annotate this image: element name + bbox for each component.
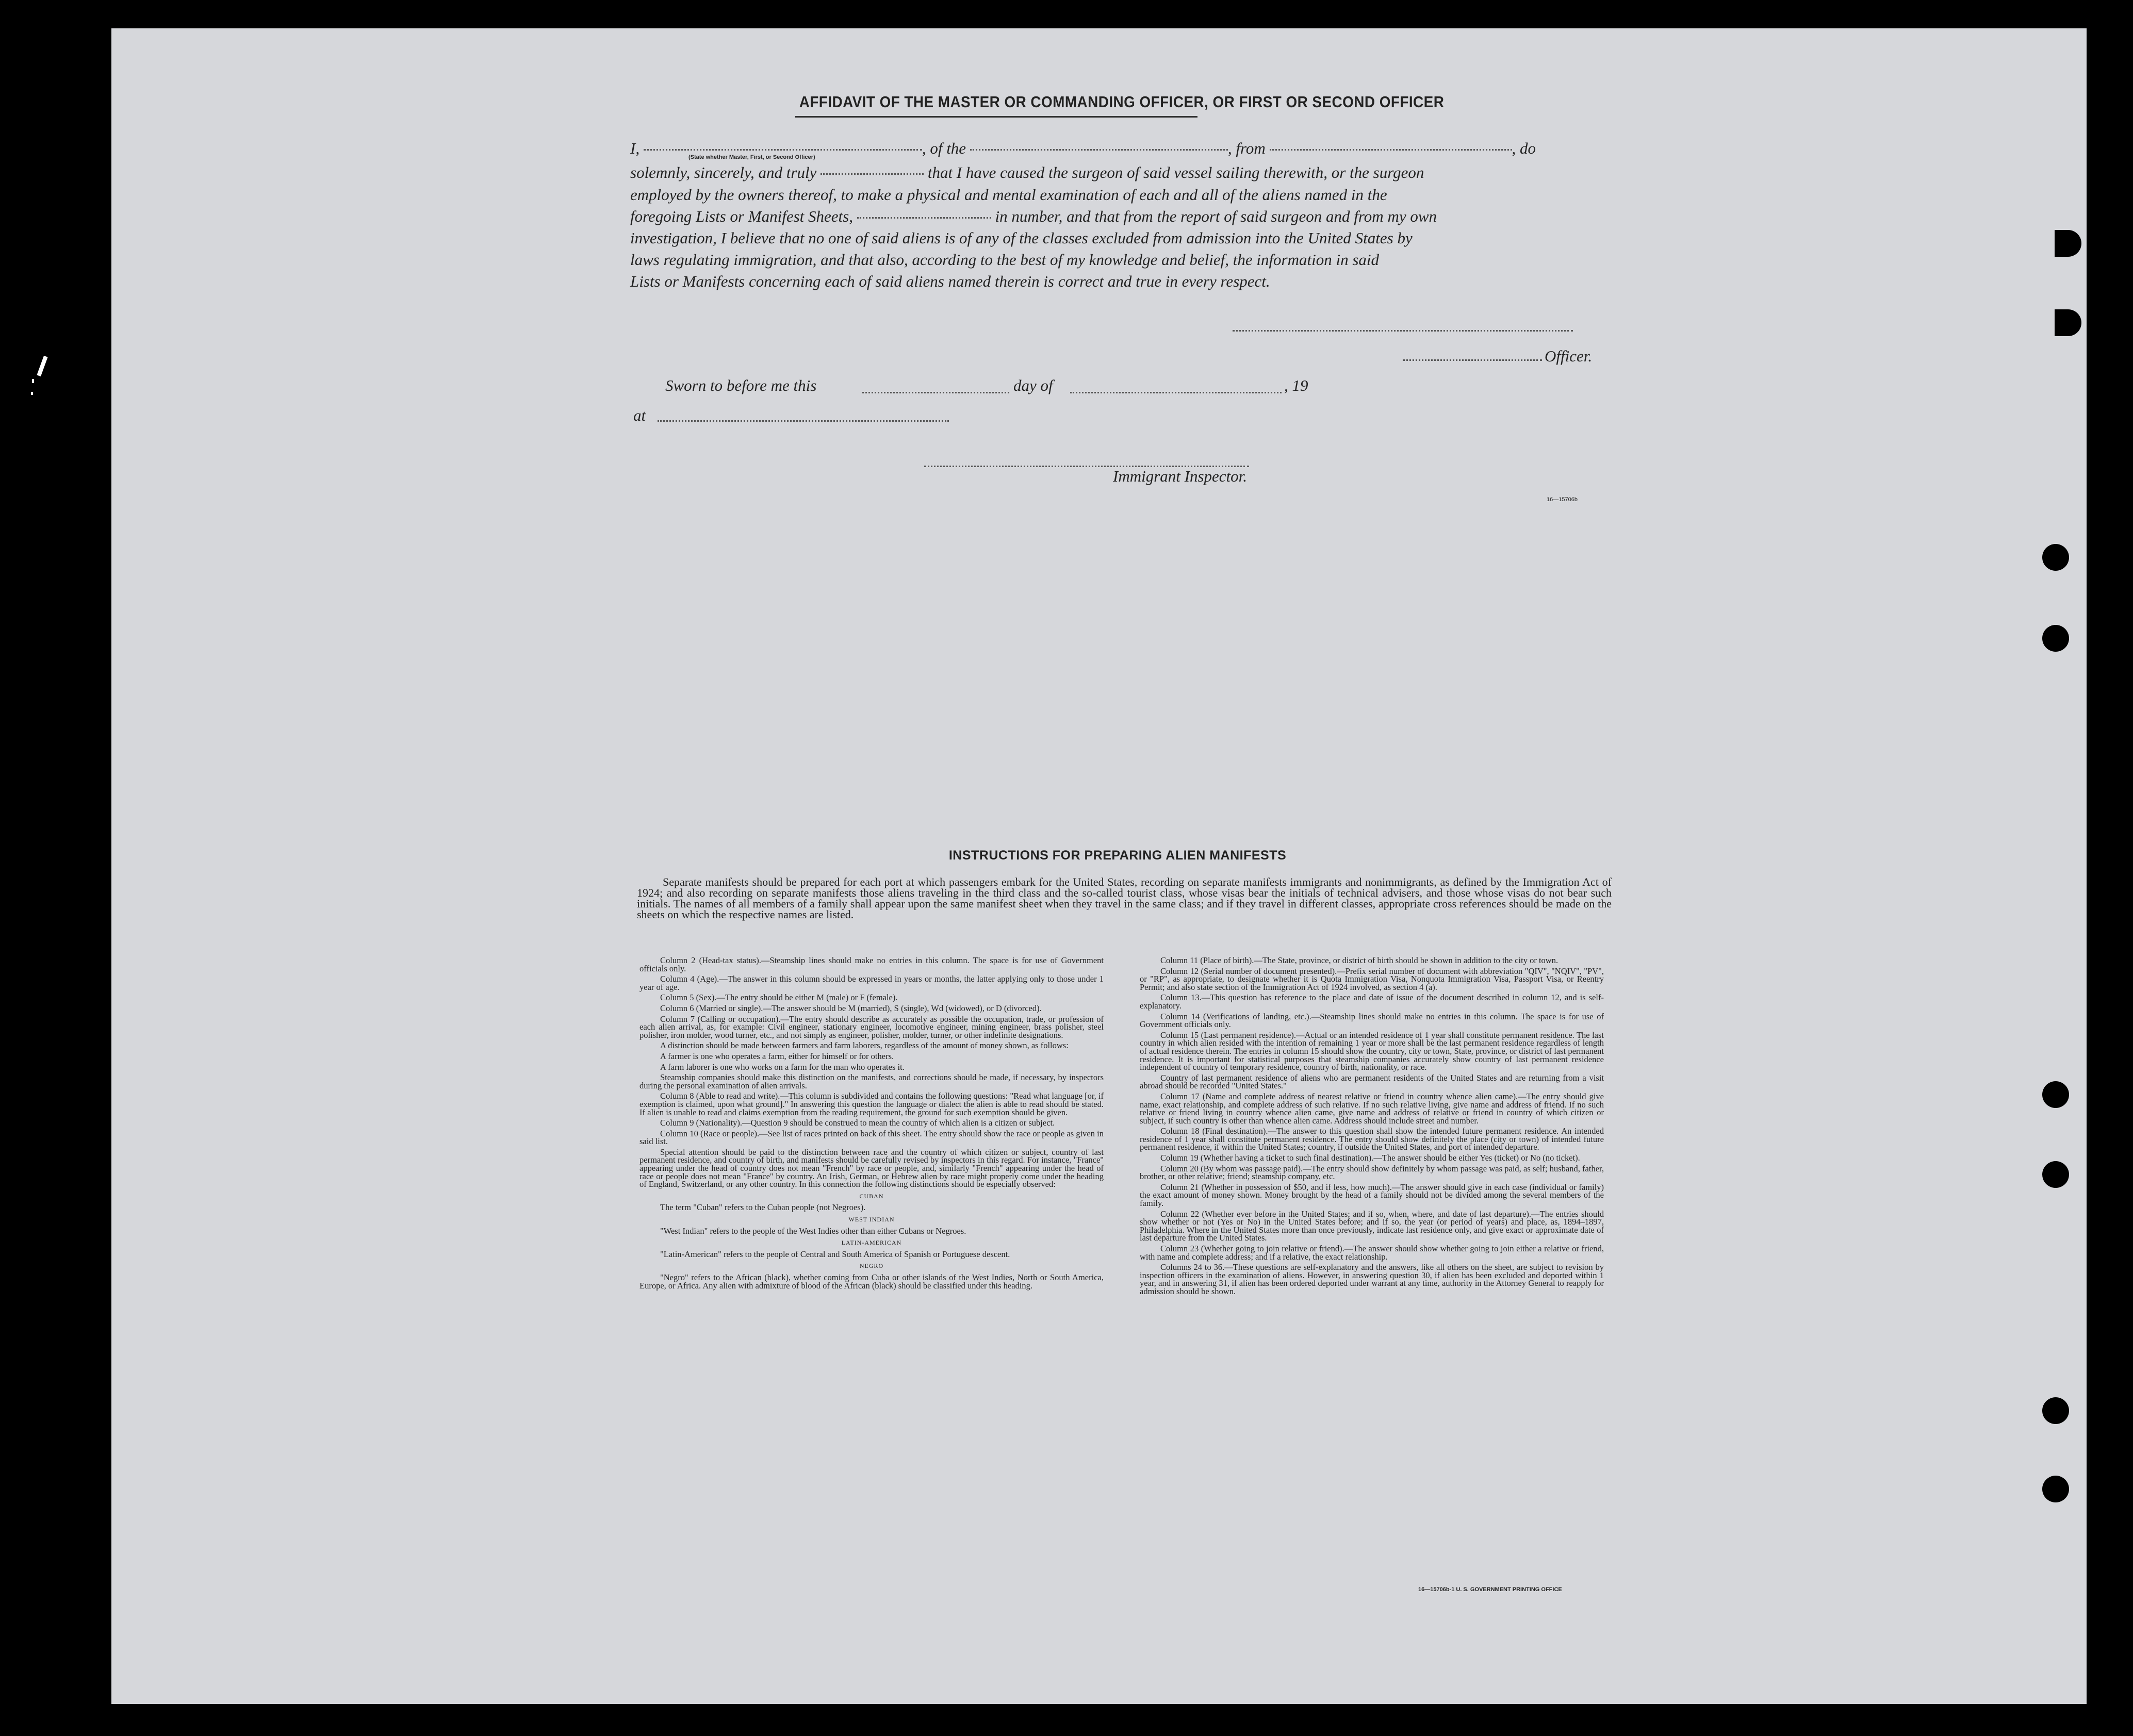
column-22-note: Column 22 (Whether ever before in the United States; and if so, when, where, and date of last departure).—The entries should show whether or not (Yes or No) in the United States before; and if so, the year (or period of years) and place, as, 1894–1897, Philadelphia. Where in the United States more than once previously, indicate last residence only, and give exact or approximate date of last departure from the United States.	[1140, 1209, 1604, 1243]
column-10-note: Column 10 (Race or people).—See list of races printed on back of this sheet. The entry should show the race or people as given in said list.	[639, 1128, 1104, 1147]
inspector-label: Immigrant Inspector.	[1113, 467, 1248, 485]
officer-signature-line[interactable]	[1403, 359, 1542, 361]
sworn-label: Sworn to before me this	[665, 376, 817, 394]
affidavit-line-4: foregoing Lists or Manifest Sheets, in number, and that from the report of said surgeon and from my own	[630, 207, 1437, 225]
affidavit-line-3: employed by the owners thereof, to make a physical and mental examination of each and all of the aliens named in the	[630, 186, 1387, 204]
instructions-title: INSTRUCTIONS FOR PREPARING ALIEN MANIFESTS	[948, 848, 1287, 863]
vessel-name-field[interactable]	[970, 149, 1228, 151]
punch-hole	[2042, 1161, 2069, 1188]
port-field[interactable]	[1270, 149, 1512, 151]
signature-line[interactable]	[1233, 330, 1573, 332]
sworn-month-field[interactable]	[1070, 392, 1282, 393]
column-12-note: Column 12 (Serial number of document presented).—Prefix serial number of document with abbreviation "QIV", "NQIV", "PV", or "RP", as appropriate, to designate whether it is Quota Immigration Visa, Nonquota Immigration Visa, Passport Visa, or Reentry Permit; and also state section of the Immigration Act of 1924 involved, as section 4 (a).	[1140, 966, 1604, 992]
oath-field[interactable]	[821, 173, 924, 175]
affidavit-form-number: 16—15706b	[1547, 497, 1578, 503]
column-11-note: Column 11 (Place of birth).—The State, province, or district of birth should be shown in addition to the city or town.	[1160, 955, 1558, 965]
punch-hole	[2042, 625, 2069, 652]
latin-american-heading: LATIN-AMERICAN	[841, 1239, 902, 1247]
column-14-note: Column 14 (Verifications of landing, etc.).—Steamship lines should make no entries in this column. The space is for use of Government officials only.	[1140, 1011, 1604, 1030]
column-23-note: Column 23 (Whether going to join relative or friend).—The answer should show whether going to join either a relative or friend, with name and complete address; and if a relative, the exact relationship.	[1140, 1244, 1604, 1262]
punch-hole	[2042, 1397, 2069, 1424]
west-indian-definition: "West Indian" refers to the people of the West Indies other than either Cubans or Negroes.	[660, 1226, 966, 1236]
instructions-left-column	[639, 956, 1104, 1292]
negro-definition: "Negro" refers to the African (black), whether coming from Cuba or other islands of the West Indies, North or South America, Europe, or Africa. Any alien with admixture of blood of the African (black) should be classified under this heading.	[639, 1272, 1104, 1291]
affidavit-line-7: Lists or Manifests concerning each of said aliens named therein is correct and true in every respect.	[630, 272, 1270, 290]
columns-24-36-note: Columns 24 to 36.—These questions are self-explanatory and the answers, like all others on the sheet, are subject to revision by inspection officers in the examination of aliens. However, in answering question 30, if alien has been excluded and deported within 1 year, and in answering 31, if alien has been ordered deported under warrant at any time, authority in the Attorney General to reapply for admission should be shown.	[1140, 1262, 1604, 1296]
column-20-note: Column 20 (By whom was passage paid).—The entry should show definitely by whom passage was paid, as self; husband, father, brother, or other relative; friend; steamship company, etc.	[1140, 1163, 1604, 1182]
column-15-note: Column 15 (Last permanent residence).—Actual or an intended residence of 1 year shall constitute permanent residence. The last country in which alien resided with the intention of remaining 1 year or more shall be the last permanent residence regardless of length of actual residence therein. The entries in column 15 should show the country, city or town, State, province, or district of last permanent residence. It is important for statistical purposes that steamship companies accurately show country of last permanent residence independent of country of temporary residence, country of birth, nationality, or race.	[1140, 1030, 1604, 1072]
residence-note: Country of last permanent residence of aliens who are permanent residents of the United States and are returning from a visit abroad should be recorded "United States."	[1140, 1072, 1604, 1091]
instructions-right-column	[1140, 956, 1604, 1298]
officer-rank-note: (State whether Master, First, or Second Officer)	[688, 154, 815, 160]
race-country-note: Special attention should be paid to the distinction between race and the country of which citizen or subject, country of last permanent residence, and country of birth, and manifests should be carefully revised by inspectors in this regard. For instance, "France" appearing under the head of country does not mean "French" by race or people, and, similarly "French" appearing under the head of race or people does not mean "France" by country. An Irish, German, or Hebrew alien by race might properly come under the heading of England, Switzerland, or any other country. In this connection the following distinctions should be especially observed:	[639, 1147, 1104, 1189]
punch-hole	[2042, 1476, 2069, 1502]
title-rule	[795, 116, 1197, 118]
west-indian-heading: WEST INDIAN	[848, 1216, 895, 1224]
column-4-note: Column 4 (Age).—The answer in this column should be expressed in years or months, the latter applying only to those under 1 year of age.	[639, 974, 1104, 992]
column-19-note: Column 19 (Whether having a ticket to such final destination).—The answer should be either Yes (ticket) or No (no ticket).	[1160, 1153, 1580, 1163]
affidavit-line-5: investigation, I believe that no one of said aliens is of any of the classes excluded from admission into the United States by	[630, 229, 1413, 247]
negro-heading: NEGRO	[859, 1262, 884, 1270]
punch-hole	[2042, 544, 2069, 571]
steamship-distinction: Steamship companies should make this distinction on the manifests, and corrections should be made, if necessary, by inspectors during the personal examination of alien arrivals.	[639, 1072, 1104, 1090]
sworn-year: , 19	[1284, 376, 1308, 394]
column-5-note: Column 5 (Sex).—The entry should be either M (male) or F (female).	[660, 993, 898, 1003]
affidavit-line-1: I, , of the , from , do	[630, 139, 1536, 157]
farmer-definition: A farmer is one who operates a farm, either for himself or for others.	[660, 1051, 894, 1061]
column-6-note: Column 6 (Married or single).—The answer should be M (married), S (single), Wd (widowed), or D (divorced).	[660, 1003, 1042, 1013]
officer-label: Officer.	[1545, 347, 1593, 365]
cuban-heading: CUBAN	[859, 1192, 884, 1200]
column-18-note: Column 18 (Final destination).—The answer to this question shall show the intended future permanent residence. An intended residence of 1 year shall constitute permanent residence. The entry should show definitely the place (city or town) of intended future permanent residence, if within the United States; country, if outside the United States, and port of intended departure.	[1140, 1126, 1604, 1152]
sworn-day-of: day of	[1013, 376, 1053, 394]
farmer-distinction: A distinction should be made between farmers and farm laborers, regardless of the amount of money shown, as follows:	[660, 1040, 1069, 1051]
sheet-count-field[interactable]	[857, 217, 991, 219]
affidavit-line-6: laws regulating immigration, and that also, according to the best of my knowledge and belief, the information in said	[630, 251, 1380, 269]
at-label: at	[633, 406, 646, 424]
scan-speck	[31, 392, 33, 395]
cuban-definition: The term "Cuban" refers to the Cuban people (not Negroes).	[660, 1202, 866, 1213]
at-place-field[interactable]	[658, 420, 949, 422]
column-2-note: Column 2 (Head-tax status).—Steamship lines should make no entries in this column. The space is for use of Government officials only.	[639, 955, 1104, 973]
latin-american-definition: "Latin-American" refers to the people of Central and South America of Spanish or Portuguese descent.	[660, 1249, 1010, 1259]
affidavit-line-2: solemnly, sincerely, and truly that I have caused the surgeon of said vessel sailing therewith, or the surgeon	[630, 163, 1424, 181]
officer-rank-field[interactable]	[644, 149, 922, 151]
column-7-note: Column 7 (Calling or occupation).—The entry should describe as accurately as possible the occupation, trade, or profession of each alien arrival, as, for example: Civil engineer, stationary engineer, locomotive engineer, mining engineer, brass polisher, steel polisher, iron molder, wood turner, etc., and not simply as engineer, polisher, molder, turner, or other indefinite designations.	[639, 1014, 1104, 1040]
column-8-note: Column 8 (Able to read and write).—This column is subdivided and contains the following questions: "Read what language [or, if exemption is claimed, upon what ground]." In answering this question the language or dialect the alien is able to read should be stated. If alien is unable to read and claims exemption from the reading requirement, the ground for such exemption should be given.	[639, 1091, 1104, 1117]
affidavit-title: AFFIDAVIT OF THE MASTER OR COMMANDING OFFICER, OR FIRST OR SECOND OFFICER	[799, 93, 1445, 111]
farm-laborer-definition: A farm laborer is one who works on a farm for the man who operates it.	[660, 1062, 905, 1072]
printing-office-footer: 16—15706b-1 U. S. GOVERNMENT PRINTING OFFICE	[1418, 1586, 1562, 1593]
column-21-note: Column 21 (Whether in possession of $50, and if less, how much).—The answer should give in each case (individual or family) the exact amount of money shown. Money brought by the head of a family should not be divided among the several members of the family.	[1140, 1182, 1604, 1209]
scan-speck	[32, 379, 34, 383]
instructions-intro: Separate manifests should be prepared for each port at which passengers embark for the United States, recording on separate manifests immigrants and nonimmigrants, as defined by the Immigration Act of 1924; and also recording on separate manifests those aliens traveling in the third class and the so-called tourist class, whose visas bear the initials of technical advisers, and those whose visas do not bear such initials. The names of all members of a family shall appear upon the same manifest sheet when they travel in the same class; and if they travel in different classes, appropriate cross references should be made on the sheets on which the respective names are listed.	[637, 875, 1612, 921]
punch-hole	[2042, 1081, 2069, 1108]
column-17-note: Column 17 (Name and complete address of nearest relative or friend in country whence alien came).—The entry should give name, exact relationship, and complete address of such relative. If no such relative living, give name and address of friend. If no such relative or friend living in country whence alien came, give name and address of relative or friend in country of which citizen or subject, if such country is other than whence alien came. Address should include street and number.	[1140, 1091, 1604, 1126]
sworn-day-field[interactable]	[862, 392, 1009, 393]
punch-hole	[2055, 309, 2081, 336]
column-13-note: Column 13.—This question has reference to the place and date of issue of the document described in column 12, and is self-explanatory.	[1140, 993, 1604, 1011]
scan-speck	[37, 356, 47, 376]
punch-hole	[2055, 230, 2081, 257]
column-9-note: Column 9 (Nationality).—Question 9 should be construed to mean the country of which alien is a citizen or subject.	[660, 1118, 1055, 1128]
